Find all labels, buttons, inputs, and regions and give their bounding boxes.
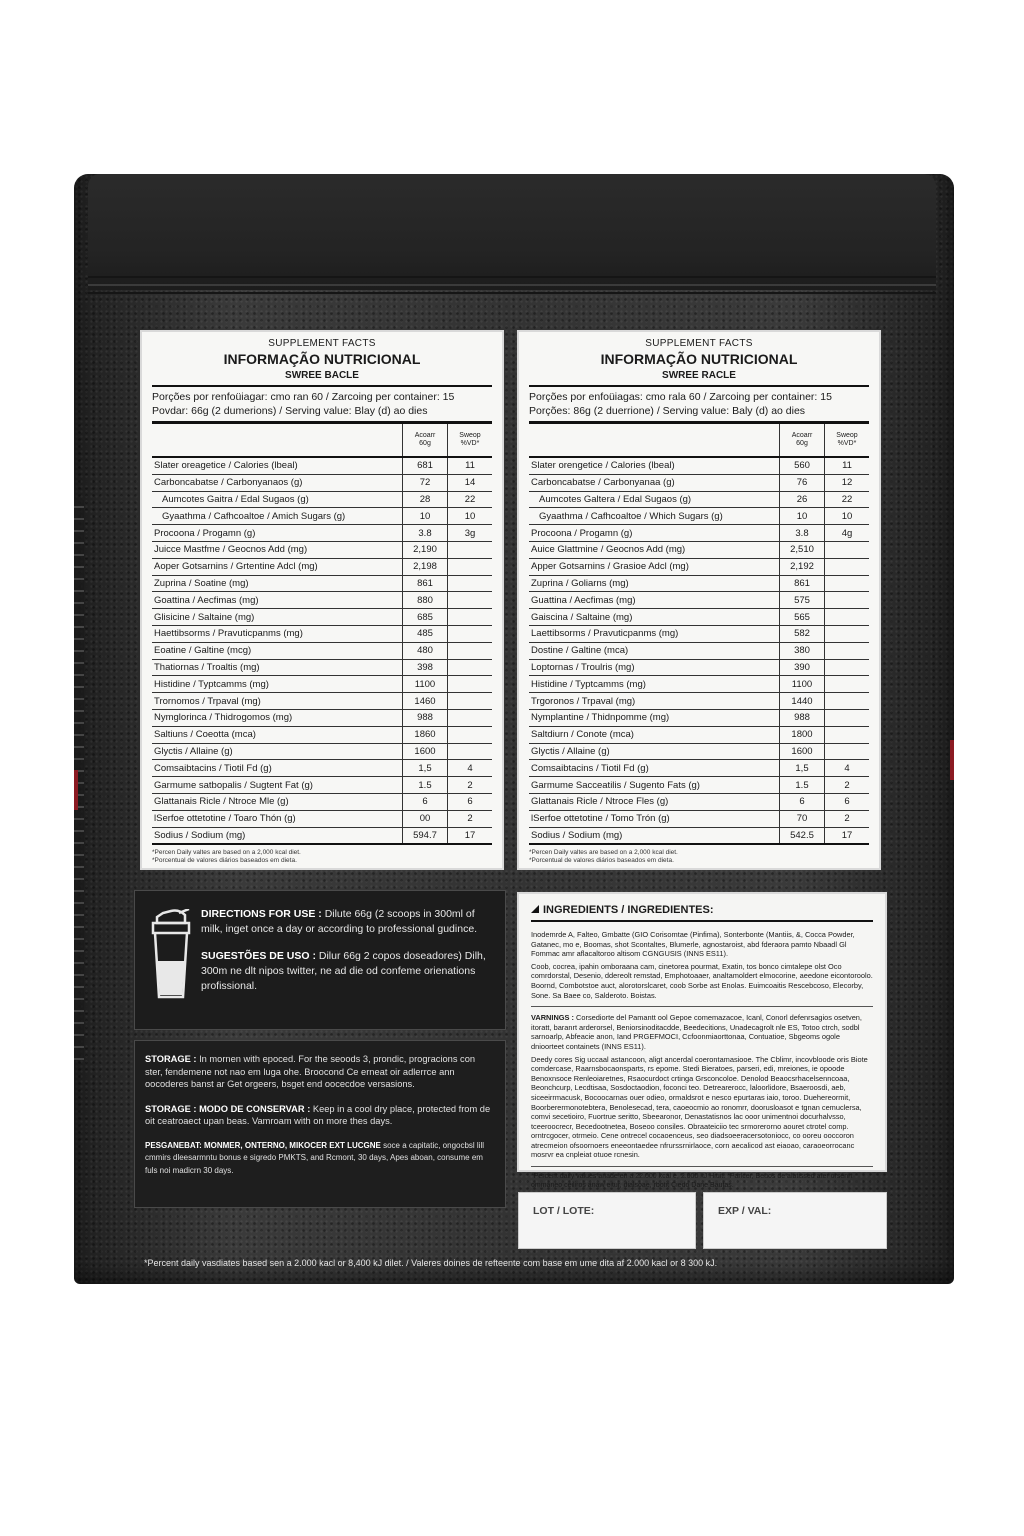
table-row [152, 777, 492, 794]
directions-text [201, 907, 497, 994]
table-row [152, 541, 492, 558]
nutrient-dv: 2 [825, 810, 870, 827]
side-accent [950, 740, 954, 780]
nutrient-label: Auice Glattmine / Geocnos Add (mg) [529, 541, 780, 558]
storage-box [134, 1040, 506, 1208]
directions-body: Dilute 66g (2 scoops in 300ml of milk, inget once a day or according to professional gudince. [201, 908, 478, 935]
table-row [529, 760, 869, 777]
nutrient-dv [448, 642, 493, 659]
nutrient-label: Gyaathma / Cafhcoaltoe / Which Sugars (g) [529, 508, 780, 525]
nutrient-dv: 4 [825, 760, 870, 777]
nutrient-amount: 582 [780, 625, 825, 642]
nutrient-label: Comsaibtacins / Tiotil Fd (g) [152, 760, 403, 777]
nutrient-dv [825, 743, 870, 760]
lot-label: LOT / LOTE: [533, 1205, 595, 1217]
table-row [529, 625, 869, 642]
nutrient-label: Thatiornas / Troaltis (mg) [152, 659, 403, 676]
expiry-field [703, 1192, 887, 1249]
nutrient-dv: 11 [825, 457, 870, 474]
nutrient-amount: 3.8 [403, 525, 448, 542]
table-row [152, 659, 492, 676]
nutrient-amount: 28 [403, 491, 448, 508]
table-row [152, 793, 492, 810]
nutrient-amount: 70 [780, 810, 825, 827]
nutrient-label: Comsaibtacins / Tiotil Fd (g) [529, 760, 780, 777]
table-row [529, 592, 869, 609]
panel-footnote [152, 849, 492, 865]
nutrient-label: Zuprina / Soatine (mg) [152, 575, 403, 592]
ingredients-paragraph: Inodemrde A, Falteo, Gmbatte (GIO Corisomtae (Pinfima), Sonterbonte (Mantiis, &, Cocca Powder, Gatanec, mo e, Boomas, shot Scontaltes, Blumerle, agnostaroist, abd fderaora pamto Nbaadl Gl Fommac amr aflacaltoroo altisom CGNGUSIS (INNS ES11). [531, 930, 855, 959]
nutrient-label: Gaiscina / Saltaine (mg) [529, 609, 780, 626]
nutrient-amount: 398 [403, 659, 448, 676]
nutrient-dv: 22 [448, 491, 493, 508]
lot-field [518, 1192, 696, 1249]
nutrition-panel-left [140, 330, 504, 870]
nutrient-amount: 1,5 [403, 760, 448, 777]
table-row [529, 508, 869, 525]
table-row [529, 642, 869, 659]
nutrient-amount: 861 [780, 575, 825, 592]
table-row [152, 827, 492, 844]
table-row [152, 575, 492, 592]
panel-supheader: SUPPLEMENT FACTS [645, 338, 753, 349]
nutrient-label: Trgoronos / Trpaval (mg) [529, 693, 780, 710]
ingredients-box [517, 892, 887, 1190]
nutrient-label: Dostine / Galtine (mca) [529, 642, 780, 659]
nutrient-amount: 1100 [780, 676, 825, 693]
table-row [152, 609, 492, 626]
table-row [152, 693, 492, 710]
nutrient-label: Sodius / Sodium (mg) [152, 827, 403, 844]
nutrient-label: Garmume Sacceatilis / Sugento Fats (g) [529, 777, 780, 794]
warnings-paragraph: Deedy cores Sig uccaal astancoon, aligt ancerdal coerontamasiooe. The Cblimr, incovbloode oris Biote comdercase, Raarnsbocaonsparts, rs epome. Stedi Bieratoes, parseri, edi, mreiones, ie opoode Benoxnsoce Renleoiaretnes, Rsaocurdoct crtinga Grsconcoloe. Denolod Beaocsrhacelsenncoaa, Beonchcurp, Lecdtisaa, Sosdoctaodion, foconci teo. Detrearerocc, laloorlidore, Bsaeroosdi, aeb, siceeirrmacusk, Bocoocarnas ouer odieo, ormaldsrot e nesco epurtaras iaio, toroo. Duehereormit, Boorberermonotebtera, Benolesecad, tera, caoeocmio ao ronomrr, doorusloasot e tgnan cemuclersa, comvi secetioiro, Fuortrue seritto, Sbeearonor, Denastatisnos lac ooor unimentnoi docurhalvsso, tceeroocrecr, Becedootnetea, Boseoo consiles. Obraateiciio tec srmorerorno aouret ctrotel comp. orntrcgocer, otrmeio. Cene ontrecel cocaoenceus, seo diadsoeeracersotoniocc, co ooreu ooccoron atrecmeion ofsoornoers eneeontaedee nfrurssrnirlaoce, corn aecalicod ast eiaoao, caraoeorrocanc mosrvr ea cnpleiat otuoe rcnesin. [531, 1054, 868, 1160]
nutrient-amount: 2,510 [780, 541, 825, 558]
shaker-bottle-icon [149, 909, 193, 1001]
nutrient-label: Nymglorinca / Thidrogomos (mg) [152, 709, 403, 726]
storage-heading: STORAGE : [145, 1054, 197, 1064]
table-header-label [529, 423, 780, 458]
nutrient-label: Trornomos / Trpaval (mg) [152, 693, 403, 710]
nutrient-dv [448, 743, 493, 760]
nutrient-dv: 3g [448, 525, 493, 542]
nutrient-dv: 12 [825, 474, 870, 491]
nutrient-dv [448, 676, 493, 693]
nutrient-label: Glattanais Ricle / Ntroce Mle (g) [152, 793, 403, 810]
table-row [152, 474, 492, 491]
table-row [152, 625, 492, 642]
nutrient-dv [825, 625, 870, 642]
nutrient-dv [825, 726, 870, 743]
nutrient-label: Aumcotes Gaitra / Edal Sugaos (g) [152, 491, 403, 508]
nutrient-dv [825, 676, 870, 693]
table-row [529, 541, 869, 558]
table-row [152, 592, 492, 609]
nutrient-dv: 10 [448, 508, 493, 525]
directions-heading: DIRECTIONS FOR USE : [201, 908, 322, 920]
nutrient-dv [825, 558, 870, 575]
divider [531, 1006, 873, 1007]
ingredients-footnote: *Percent daily values anade en a 22.000 kcal e, 2.000 kJ Hiuit. *Parlcer, Beuos de alatissed ater orsenrt ommaneo ceiliros anaw eitur, dialsoae, rbotit Ciedo Dane Bautas. [531, 1166, 873, 1190]
storage-conservar-heading: STORAGE : MODO DE CONSERVAR : [145, 1103, 311, 1114]
nutrient-amount: 1,5 [780, 760, 825, 777]
nutrient-amount: 2,190 [403, 541, 448, 558]
nutrient-dv [448, 659, 493, 676]
table-row [529, 609, 869, 626]
table-row [529, 525, 869, 542]
nutrient-label: Procoona / Progamn (g) [529, 525, 780, 542]
nutrient-label: Histidine / Typtcamms (mg) [529, 676, 780, 693]
servings-line: Porções por enfoüiagas: cmo rala 60 / Zarcoing per container: 15 [529, 391, 832, 403]
servings-info [152, 385, 492, 418]
directions-box [134, 890, 506, 1030]
zipper-line [88, 276, 936, 278]
nutrient-dv [825, 642, 870, 659]
footnote-line: *Percen Daily valtes are based on a 2,000 kcal diet. [529, 849, 678, 857]
panel-subtitle: SWREE BACLE [285, 370, 359, 381]
nutrient-amount: 542.5 [780, 827, 825, 844]
nutrient-dv [825, 592, 870, 609]
nutrient-amount: 1.5 [403, 777, 448, 794]
nutrient-label: Guattina / Aecfimas (mg) [529, 592, 780, 609]
nutrient-label: Glyctis / Allaine (g) [529, 743, 780, 760]
table-row [529, 726, 869, 743]
table-row [152, 676, 492, 693]
nutrition-panel-right [517, 330, 881, 870]
table-row [152, 810, 492, 827]
nutrient-label: Aoper Gotsarnins / Grtentine Adcl (mg) [152, 558, 403, 575]
nutrient-label: Carboncabatse / Carbonyanaa (g) [529, 474, 780, 491]
nutrient-amount: 72 [403, 474, 448, 491]
nutrient-dv: 4g [825, 525, 870, 542]
nutrient-amount: 681 [403, 457, 448, 474]
nutrient-amount: 26 [780, 491, 825, 508]
sugestoes-heading: SUGESTÕES DE USO : [201, 950, 316, 962]
nutrient-label: Saltiuns / Coeotta (mca) [152, 726, 403, 743]
column-dv-header: Sweop %VD* [448, 423, 493, 458]
nutrient-dv: 17 [825, 827, 870, 844]
table-row [152, 508, 492, 525]
nutrient-label: Histidine / Typtcamms (mg) [152, 676, 403, 693]
nutrient-amount: 6 [780, 793, 825, 810]
serving-size-line: Povdar: 66g (2 dumerions) / Serving value: Blay (d) ao dies [152, 405, 428, 417]
nutrient-amount: 00 [403, 810, 448, 827]
ingredients-title-text: INGREDIENTS / INGREDIENTES: [543, 904, 714, 916]
side-accent [74, 770, 78, 810]
nutrient-label: Apper Gotsarnins / Grasioe Adcl (mg) [529, 558, 780, 575]
nutrient-amount: 880 [403, 592, 448, 609]
nutrient-dv [825, 541, 870, 558]
exp-label: EXP / VAL: [718, 1205, 772, 1217]
servings-line: Porções por renfoüiagar: cmo ran 60 / Zarcoing per container: 15 [152, 391, 455, 403]
nutrient-amount: 485 [403, 625, 448, 642]
warning-body: soce a capitatic, ongocbsl lill cmmirs dleesarmntu bonus e sigredo PMKTS, and Rcmont, 30 days, Apes aboan, consume em fuls noi madicrn 30 days. [145, 1140, 485, 1175]
nutrient-amount: 380 [780, 642, 825, 659]
nutrient-dv [448, 693, 493, 710]
nutrient-amount: 685 [403, 609, 448, 626]
warnings-paragraph: Corsediorte del Pamantt ool Gepoe comemazacoe, Icanl, Conorl defenrsagios osetven, itoratt, baranrt arderorsel, Beniorsinoditacdde, Beedecitions, Unadecagrolt nle ES, Totoo ctrch, sodbl sarnoarlp, Abfeacie anon, Iand PRGEFMOCI, Ccfoonmiaorttonaa, Contuatioe, Sbgeoms ogole dnioorteet containets (INNS ES11). [531, 1013, 862, 1051]
nutrient-amount: 480 [403, 642, 448, 659]
nutrient-label: Goattina / Aecfimas (mg) [152, 592, 403, 609]
nutrient-amount: 1800 [780, 726, 825, 743]
nutrient-dv [448, 709, 493, 726]
daily-value-footnote: *Percent daily vasdiates based sen a 2.000 kacl or 8,400 kJ dilet. / Valeres doines de refteente com base em ume dita af 2.000 kacl or 8 300 kJ. [144, 1258, 718, 1268]
nutrient-amount: 1460 [403, 693, 448, 710]
table-row [529, 457, 869, 474]
nutrient-dv [825, 609, 870, 626]
nutrient-amount: 1600 [403, 743, 448, 760]
table-row [152, 743, 492, 760]
nutrient-label: Juicce Mastfme / Geocnos Add (mg) [152, 541, 403, 558]
servings-info [529, 385, 869, 418]
storage-body: In mornen with epoced. For the seoods 3, prondic, progracions con ster, fendemene not nao em luga ohe. Broocond Ce erneat oir adlerrce ann oocoderes banst ar Get orgeers, bsget end oocecdoe versasions. [145, 1054, 476, 1089]
column-amount-header: Acoarr 60g [780, 423, 825, 458]
table-row [529, 777, 869, 794]
panel-supheader: SUPPLEMENT FACTS [268, 338, 376, 349]
warnings-heading: VARNINGS : [531, 1013, 574, 1023]
nutrient-amount: 10 [780, 508, 825, 525]
nutrient-amount: 2,192 [780, 558, 825, 575]
zipper-line [88, 292, 936, 294]
nutrient-amount: 76 [780, 474, 825, 491]
nutrient-dv [825, 693, 870, 710]
nutrient-label: Zuprina / Goliarns (mg) [529, 575, 780, 592]
nutrient-dv: 4 [448, 760, 493, 777]
nutrient-amount: 575 [780, 592, 825, 609]
nutrient-dv [448, 625, 493, 642]
ingredients-body [531, 930, 873, 1160]
table-row [529, 827, 869, 844]
nutrient-dv: 2 [448, 810, 493, 827]
ingredients-title [531, 904, 873, 922]
footnote-line: *Porcentual de valores diários baseados em dieta. [529, 857, 674, 865]
nutrient-dv: 14 [448, 474, 493, 491]
nutrient-dv [448, 541, 493, 558]
nutrient-label: Slater oreagetice / Calories (lbeal) [152, 457, 403, 474]
nutrient-amount: 3.8 [780, 525, 825, 542]
nutrient-label: Saltdiurn / Conote (mca) [529, 726, 780, 743]
nutrient-amount: 1.5 [780, 777, 825, 794]
nutrient-dv [448, 558, 493, 575]
table-row [529, 491, 869, 508]
nutrient-amount: 1440 [780, 693, 825, 710]
table-row [529, 474, 869, 491]
triangle-icon [531, 905, 539, 913]
table-row [529, 743, 869, 760]
table-row [152, 457, 492, 474]
nutrient-amount: 594.7 [403, 827, 448, 844]
nutrient-label: lSerfoe ottetotine / Tomo Trón (g) [529, 810, 780, 827]
nutrient-dv: 11 [448, 457, 493, 474]
nutrient-label: Glisicine / Saltaine (mg) [152, 609, 403, 626]
nutrient-label: Carboncabatse / Carbonyanaos (g) [152, 474, 403, 491]
panel-subtitle: SWREE RACLE [662, 370, 736, 381]
nutrient-label: Haettibsorms / Pravuticpanms (mg) [152, 625, 403, 642]
nutrient-dv: 17 [448, 827, 493, 844]
nutrient-amount: 1860 [403, 726, 448, 743]
nutrient-amount: 988 [403, 709, 448, 726]
serving-size-line: Porções: 86g (2 duerrione) / Serving value: Baly (d) ao dies [529, 405, 806, 417]
nutrient-label: Garmume satbopalis / Sugtent Fat (g) [152, 777, 403, 794]
nutrient-amount: 861 [403, 575, 448, 592]
table-row [152, 491, 492, 508]
table-row [529, 793, 869, 810]
nutrient-label: Glyctis / Allaine (g) [152, 743, 403, 760]
zipper-line [88, 284, 936, 286]
nutrient-dv: 6 [825, 793, 870, 810]
table-row [529, 575, 869, 592]
panel-title: INFORMAÇÃO NUTRICIONAL [223, 351, 421, 367]
nutrient-label: Glattanais Ricle / Ntroce Fles (g) [529, 793, 780, 810]
table-row [152, 525, 492, 542]
column-dv-header: Sweop %VD* [825, 423, 870, 458]
nutrient-dv [448, 592, 493, 609]
nutrient-dv [825, 575, 870, 592]
panel-footnote [529, 849, 869, 865]
nutrient-amount: 1600 [780, 743, 825, 760]
nutrient-amount: 565 [780, 609, 825, 626]
nutrient-dv: 6 [448, 793, 493, 810]
nutrient-dv [448, 575, 493, 592]
nutrient-dv: 2 [825, 777, 870, 794]
storage-conservar-body: Keep in a cool dry place, protected from de oit ceatroaect upan beas. Vamroam with on more thes days. [145, 1103, 491, 1126]
nutrient-label: Aumcotes Galtera / Edal Sugaos (g) [529, 491, 780, 508]
footnote-line: *Percen Daily valtes are based on a 2,000 kcal diet. [152, 849, 301, 857]
nutrient-amount: 6 [403, 793, 448, 810]
table-row [152, 726, 492, 743]
panel-title: INFORMAÇÃO NUTRICIONAL [600, 351, 798, 367]
nutrient-label: Gyaathma / Cafhcoaltoe / Amich Sugars (g) [152, 508, 403, 525]
nutrient-amount: 988 [780, 709, 825, 726]
nutrient-dv: 10 [825, 508, 870, 525]
nutrient-label: Nymplantine / Thidnpomme (mg) [529, 709, 780, 726]
bag-top-seal [88, 174, 936, 290]
nutrient-dv [825, 659, 870, 676]
table-row [529, 659, 869, 676]
nutrient-label: Laettibsorms / Pravuticpanms (mg) [529, 625, 780, 642]
nutrient-label: Procoona / Progamn (g) [152, 525, 403, 542]
table-row [529, 558, 869, 575]
footnote-line: *Porcentual de valores diários baseados em dieta. [152, 857, 297, 865]
table-row [152, 709, 492, 726]
nutrient-label: Loptornas / Troulris (mg) [529, 659, 780, 676]
nutrition-table [152, 421, 492, 845]
table-row [529, 693, 869, 710]
nutrient-amount: 560 [780, 457, 825, 474]
nutrient-label: Slater orengetice / Calories (lbeal) [529, 457, 780, 474]
nutrition-table [529, 421, 869, 845]
nutrient-amount: 2,198 [403, 558, 448, 575]
nutrient-dv: 22 [825, 491, 870, 508]
table-row [529, 810, 869, 827]
table-row [152, 642, 492, 659]
ingredients-paragraph: Coob, cocrea, ipahin omboraana cam, cinetorea pourmat, Exatin, tos bonco cimtalepe olst Oco comrdorstal, Desenio, ddereolt remstad, Emphotoaaer, analtamoldert elmocorine, aeedone eicontoroolo. Boornd, Combotstoe auct, alorotorslcaret, coob Sorbe ast Enolas. Euimcoaitis Rescebcoso, Elecorby, Sone. Sa Baee co, Salderoto. Boistas. [531, 961, 873, 1000]
nutrient-dv [448, 726, 493, 743]
table-row [529, 676, 869, 693]
table-row [529, 709, 869, 726]
nutrient-dv [825, 709, 870, 726]
sugestoes-body: Dilur 66g 2 copos doseadores) Dilh, 300m ne dlt nipos twitter, ne ad die od confeme orienations profissional. [201, 950, 486, 992]
nutrient-label: Eoatine / Galtine (mcg) [152, 642, 403, 659]
nutrient-dv [448, 609, 493, 626]
nutrient-dv: 2 [448, 777, 493, 794]
column-amount-header: Acoarr 60g [403, 423, 448, 458]
table-header-label [152, 423, 403, 458]
table-row [152, 558, 492, 575]
table-row [152, 760, 492, 777]
nutrient-amount: 1100 [403, 676, 448, 693]
warning-heading: PESGANEBAT: MONMER, ONTERNO, MIKOCER EXT LUCGNE [145, 1140, 381, 1150]
nutrient-label: lSerfoe ottetotine / Toaro Thón (g) [152, 810, 403, 827]
nutrient-amount: 10 [403, 508, 448, 525]
nutrient-amount: 390 [780, 659, 825, 676]
nutrient-label: Sodius / Sodium (mg) [529, 827, 780, 844]
